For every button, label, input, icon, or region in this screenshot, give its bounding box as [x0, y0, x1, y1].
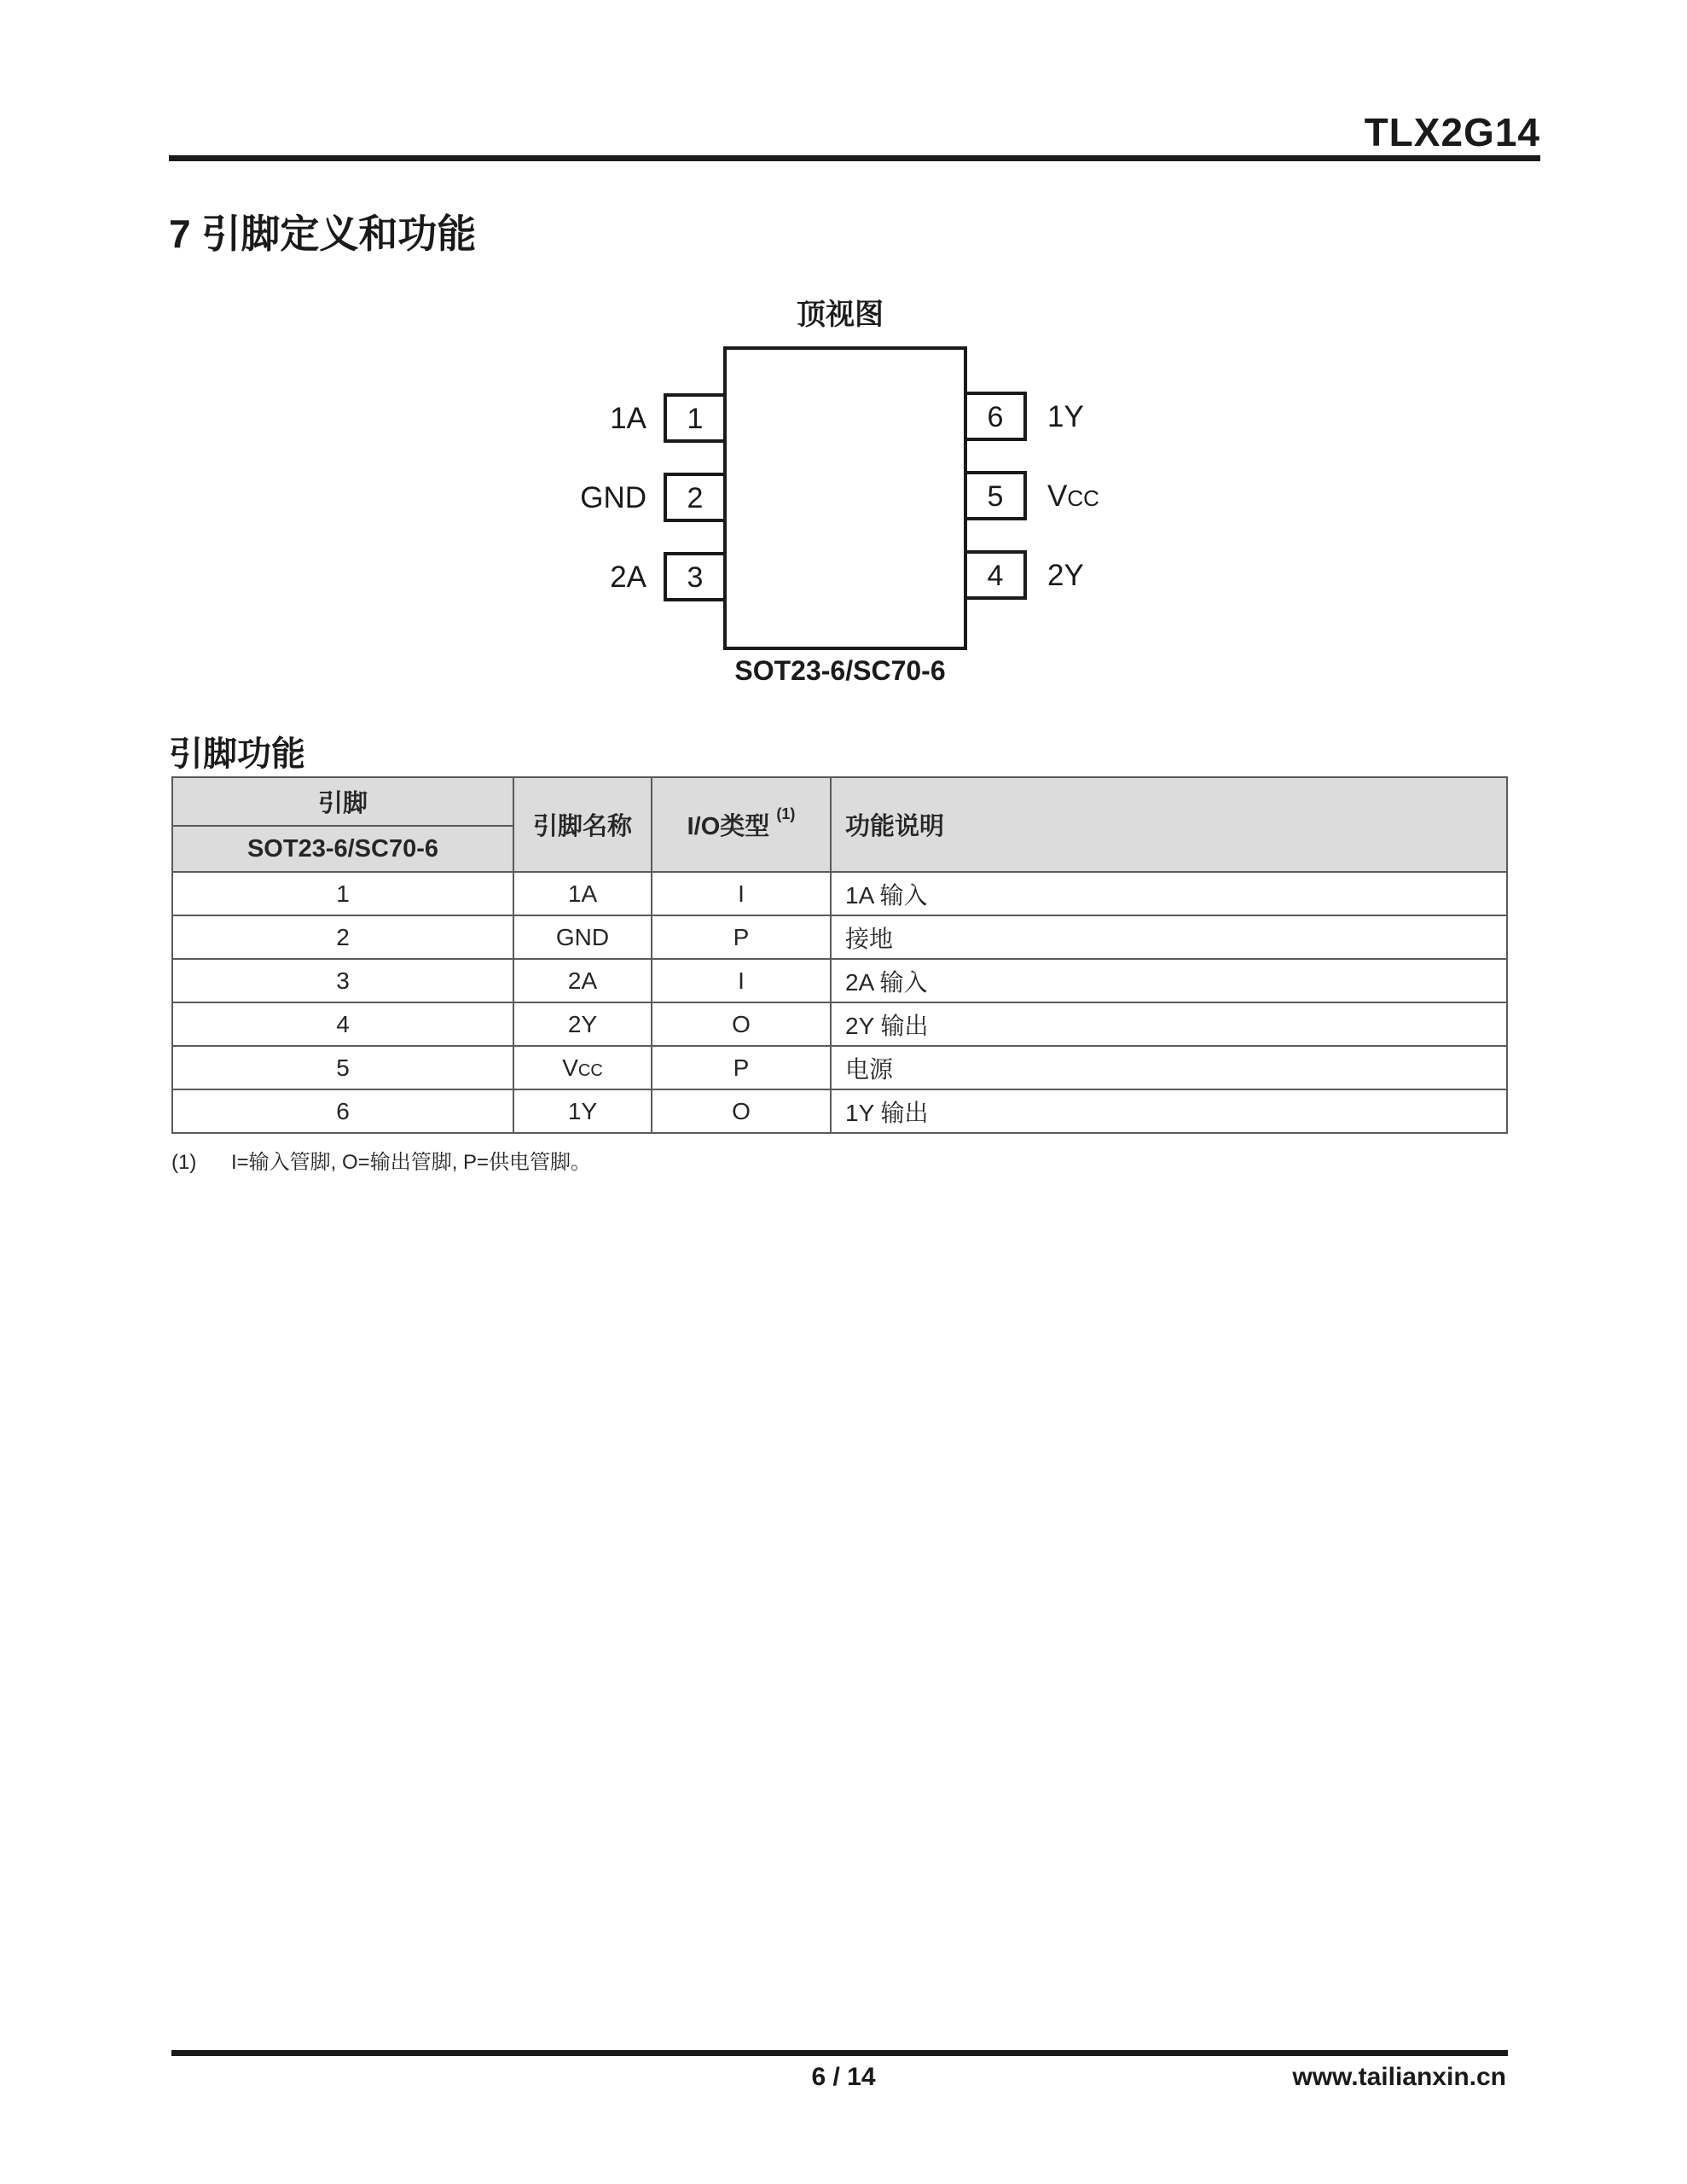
pin-4-number: 4	[987, 560, 1004, 592]
pin-5-name-sub: CC	[1067, 485, 1099, 511]
pin-1	[610, 395, 725, 441]
cell-desc: 2Y 输出	[831, 1002, 1507, 1046]
pin-1-number: 1	[687, 403, 704, 435]
cell-name: 2Y	[513, 1002, 652, 1046]
pinout-diagram	[0, 0, 1687, 725]
pin-6-number: 6	[987, 401, 1004, 433]
pin-4	[965, 552, 1084, 598]
cell-name: 2A	[513, 959, 652, 1002]
pin-5-number: 5	[987, 480, 1004, 513]
cell-pin: 4	[172, 1002, 513, 1046]
pin-2-name: GND	[580, 481, 646, 514]
cell-io: O	[652, 1002, 831, 1046]
pin-3-number: 3	[687, 561, 704, 594]
cell-desc: 电源	[831, 1046, 1507, 1089]
table-row	[172, 872, 1507, 915]
view-label: 顶视图	[797, 299, 884, 331]
pin-3-name: 2A	[610, 561, 646, 594]
cell-desc: 1Y 输出	[831, 1089, 1507, 1133]
footer-rule	[171, 2050, 1508, 2056]
footnote-number: (1)	[171, 1151, 197, 1174]
pin-2	[580, 474, 725, 520]
pin-5-name	[1047, 479, 1099, 513]
pin-6-name: 1Y	[1047, 400, 1084, 433]
header-io-footnote-ref: (1)	[776, 805, 796, 822]
pin-5-name-main: V	[1047, 479, 1068, 513]
header-description: 功能说明	[831, 777, 1507, 872]
table-row	[172, 915, 1507, 959]
footnote-text: I=输入管脚, O=输出管脚, P=供电管脚。	[231, 1151, 592, 1174]
cell-desc: 2A 输入	[831, 959, 1507, 1002]
website-link[interactable]: www.tailianxin.cn	[1292, 2063, 1506, 2091]
header-io-type-label: I/O类型	[687, 813, 770, 840]
pin-function-table	[171, 776, 1508, 1134]
pin-6	[965, 393, 1084, 439]
cell-io: P	[652, 915, 831, 959]
header-pin-name: 引脚名称	[513, 777, 652, 872]
cell-name: GND	[513, 915, 652, 959]
chip-body	[725, 348, 965, 648]
pin-2-number: 2	[687, 482, 704, 514]
header-pin: 引脚	[172, 777, 513, 826]
pin-4-name: 2Y	[1047, 559, 1084, 592]
pin-function-title: 引脚功能	[169, 735, 305, 773]
cell-io: P	[652, 1046, 831, 1089]
cell-pin: 3	[172, 959, 513, 1002]
cell-desc: 1A 输入	[831, 872, 1507, 915]
table-row	[172, 1046, 1507, 1089]
cell-name-sub: CC	[577, 1060, 603, 1080]
cell-pin: 6	[172, 1089, 513, 1133]
section-title: 7 引脚定义和功能	[169, 212, 477, 256]
table-row	[172, 959, 1507, 1002]
cell-name-main: V	[562, 1054, 578, 1081]
part-number: TLX2G14	[1364, 110, 1540, 154]
cell-name	[513, 1046, 652, 1089]
package-label: SOT23-6/SC70-6	[734, 655, 946, 686]
table-footnote	[171, 1145, 591, 1175]
header-package: SOT23-6/SC70-6	[172, 826, 513, 872]
cell-pin: 1	[172, 872, 513, 915]
page-number: 6 / 14	[811, 2063, 876, 2091]
cell-name: 1Y	[513, 1089, 652, 1133]
cell-io: O	[652, 1089, 831, 1133]
cell-io: I	[652, 872, 831, 915]
pin-3	[610, 554, 725, 600]
pin-5	[965, 473, 1099, 519]
cell-pin: 5	[172, 1046, 513, 1089]
cell-name: 1A	[513, 872, 652, 915]
pin-1-name: 1A	[610, 402, 646, 435]
cell-desc: 接地	[831, 915, 1507, 959]
table-row	[172, 1089, 1507, 1133]
cell-pin: 2	[172, 915, 513, 959]
table-row	[172, 1002, 1507, 1046]
cell-io: I	[652, 959, 831, 1002]
header-io-type	[652, 777, 831, 872]
